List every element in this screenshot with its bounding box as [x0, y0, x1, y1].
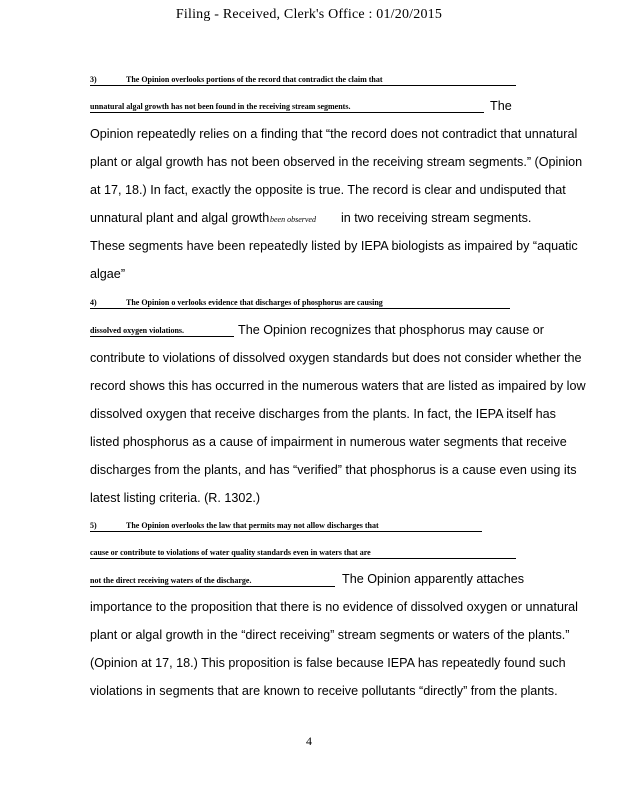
section-3-line-2: plant or algal growth has not been observed in the receiving stream segments.” (Opinion: [90, 155, 583, 169]
section-4-line-1: contribute to violations of dissolved oxygen standards but does not consider whether the: [90, 351, 582, 365]
section-5-line-2: plant or algal growth in the “direct receiving” stream segments or waters of the plants.”: [90, 628, 570, 642]
section-3-line-6: algae”: [90, 267, 126, 281]
section-5-heading-line-3: not the direct receiving waters of the discharge.: [90, 576, 252, 585]
section-5-heading-line-1: [90, 521, 379, 530]
section-3-line-5: These segments have been repeatedly listed by IEPA biologists as impaired by “aquatic: [90, 239, 578, 253]
section-3-lead-in: The: [490, 99, 512, 113]
section-3-line-4-italic: been observed: [270, 215, 316, 224]
section-5-line-4: violations in segments that are known to receive pollutants “directly” from the plants.: [90, 684, 558, 698]
section-3-heading-text-1: The Opinion overlooks portions of the record that contradict the claim that: [126, 75, 383, 84]
section-3-line-4b: in two receiving stream segments.: [341, 211, 532, 225]
section-4-heading-text-1: The Opinion o verlooks evidence that discharges of phosphorus are causing: [126, 298, 383, 307]
section-4-heading-line-1: [90, 298, 383, 307]
filing-stamp-header: Filing - Received, Clerk's Office : 01/20/2015: [175, 7, 443, 22]
section-3-heading-line-2: unnatural algal growth has not been found in the receiving stream segments.: [90, 102, 351, 111]
section-3-line-3: at 17, 18.) In fact, exactly the opposite is true. The record is clear and undisputed that: [90, 183, 566, 197]
section-4-lead-in: The Opinion recognizes that phosphorus may cause or: [238, 323, 544, 337]
section-5-line-3: (Opinion at 17, 18.) This proposition is false because IEPA has repeatedly found such: [90, 656, 566, 670]
section-3-heading-underline-1: [90, 85, 516, 86]
section-4-line-5: discharges from the plants, and has “verified” that phosphorus is a cause even using its: [90, 463, 577, 477]
section-5-heading-text-1: The Opinion overlooks the law that permits may not allow discharges that: [126, 521, 379, 530]
section-4-line-3: dissolved oxygen that receive discharges from the plants. In fact, the IEPA itself has: [90, 407, 556, 421]
section-5-heading-underline-3: [90, 586, 335, 587]
section-5-heading-underline-1: [90, 531, 482, 532]
section-4-heading-line-2: dissolved oxygen violations.: [90, 326, 185, 335]
section-5-heading-line-2: cause or contribute to violations of water quality standards even in waters that are: [90, 548, 371, 557]
section-3-heading-underline-2: [90, 112, 484, 113]
section-4-line-6: latest listing criteria. (R. 1302.): [90, 491, 261, 505]
section-3-heading-line-1: [90, 75, 383, 84]
section-5-line-1: importance to the proposition that there is no evidence of dissolved oxygen or unnatural: [90, 600, 578, 614]
section-4-number: 4): [90, 298, 97, 307]
section-4-line-2: record shows this has occurred in the numerous waters that are listed as impaired by low: [90, 379, 586, 393]
section-3-line-1: Opinion repeatedly relies on a finding that “the record does not contradict that unnatural: [90, 127, 578, 141]
section-4-heading-underline-1: [90, 308, 510, 309]
section-4-line-4: listed phosphorus as a cause of impairment in numerous water segments that receive: [90, 435, 567, 449]
section-5-heading-underline-2: [90, 558, 516, 559]
page-number: 4: [306, 734, 312, 748]
section-5-lead-in: The Opinion apparently attaches: [342, 572, 525, 586]
section-3-number: 3): [90, 75, 97, 84]
section-3-line-4a: unnatural plant and algal growth: [90, 211, 270, 225]
section-5-number: 5): [90, 521, 97, 530]
section-4-heading-underline-2: [90, 336, 234, 337]
